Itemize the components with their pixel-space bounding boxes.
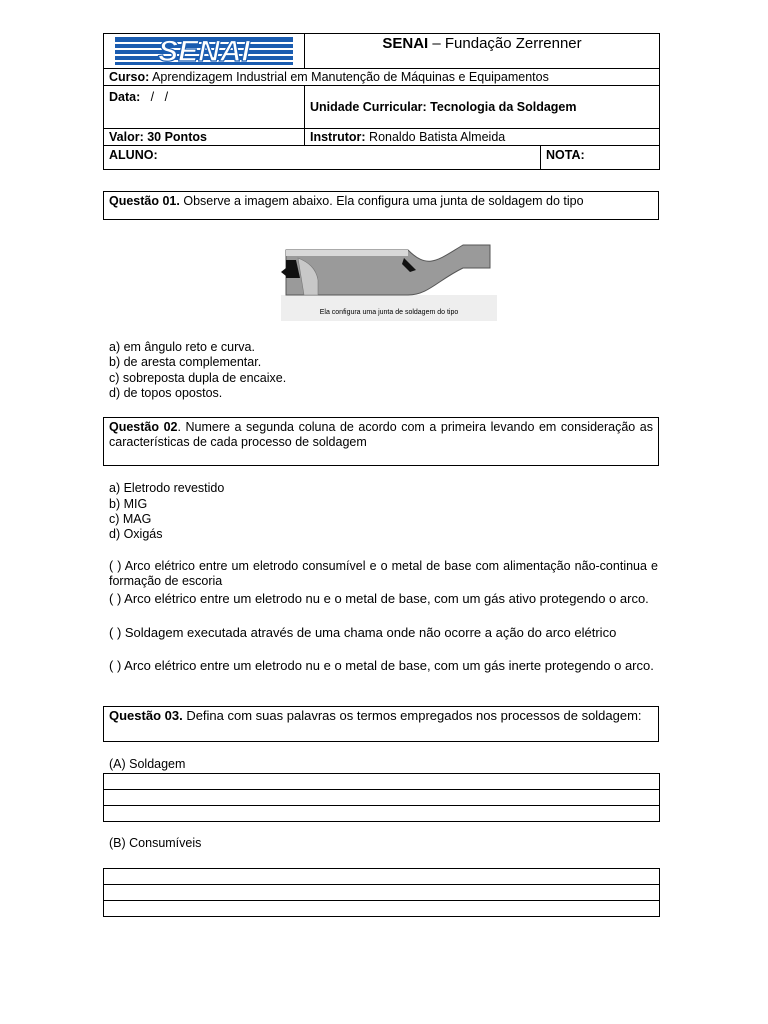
q2-option-c: c) MAG xyxy=(109,512,152,526)
instrutor-value: Ronaldo Batista Almeida xyxy=(365,130,506,144)
valor-cell: Valor: 30 Pontos xyxy=(104,129,305,146)
q1-option-c: c) sobreposta dupla de encaixe. xyxy=(109,371,287,385)
answer-line[interactable] xyxy=(104,806,660,822)
curso-value: Aprendizagem Industrial em Manutenção de Máquinas e Equipamentos xyxy=(149,70,549,84)
q3-b-answer-lines[interactable] xyxy=(103,868,660,917)
q2-item-4: ( ) Arco elétrico entre um eletrodo nu e o metal de base, com um gás inerte protegendo o arco. xyxy=(109,658,654,673)
question-03-box xyxy=(103,706,659,742)
q1-label: Questão 01. xyxy=(109,194,180,208)
instrutor-label: Instrutor: xyxy=(310,130,366,144)
question-02-box xyxy=(103,417,659,466)
q3-label: Questão 03. xyxy=(109,708,183,723)
q2-item-2: ( ) Arco elétrico entre um eletrodo nu e o metal de base, com um gás ativo protegendo o arco. xyxy=(109,591,649,606)
answer-line[interactable] xyxy=(104,869,660,885)
q3-text: Defina com suas palavras os termos empregados nos processos de soldagem: xyxy=(182,708,642,723)
q2-option-b: b) MIG xyxy=(109,497,148,511)
answer-line[interactable] xyxy=(104,790,660,806)
q1-option-d: d) de topos opostos. xyxy=(109,386,223,400)
senai-logo xyxy=(115,37,293,65)
data-label: Data: xyxy=(109,90,141,104)
data-cell xyxy=(104,86,305,129)
q1-text: Observe a imagem abaixo. Ela configura uma junta de soldagem do tipo xyxy=(179,194,584,208)
header-title xyxy=(305,34,660,69)
question-01-box xyxy=(103,191,659,220)
q1-option-b: b) de aresta complementar. xyxy=(109,355,262,369)
q2-text: . Numere a segunda coluna de acordo com a primeira levando em consideração as características de cada processo de soldagem xyxy=(109,420,654,449)
aluno-cell: ALUNO: xyxy=(104,146,541,170)
unidade-cell xyxy=(305,86,660,129)
unidade-label: Unidade Curricular: xyxy=(310,100,427,114)
curso-row xyxy=(104,69,660,86)
answer-line[interactable] xyxy=(104,774,660,790)
figure-caption: Ela configura uma junta de soldagem do tipo xyxy=(319,309,459,316)
logo-cell xyxy=(104,34,305,69)
q3-b-label: (B) Consumíveis xyxy=(109,836,202,850)
answer-line[interactable] xyxy=(104,885,660,901)
title-bold: SENAI xyxy=(382,35,429,52)
instrutor-cell xyxy=(305,129,660,146)
logo-text: SENAI xyxy=(158,37,250,65)
nota-cell: NOTA: xyxy=(541,146,660,170)
q2-item-1: ( ) Arco elétrico entre um eletrodo consumível e o metal de base com alimentação não-continua e formação de escoria xyxy=(109,559,658,588)
q2-item-3: ( ) Soldagem executada através de uma chama onde não ocorre a ação do arco elétrico xyxy=(109,625,617,640)
curso-label: Curso: xyxy=(109,70,150,84)
q2-label: Questão 02 xyxy=(109,420,178,434)
unidade-value: Tecnologia da Soldagem xyxy=(426,100,577,114)
q2-option-d: d) Oxigás xyxy=(109,527,163,541)
q2-option-a: a) Eletrodo revestido xyxy=(109,481,225,495)
exam-header-table xyxy=(103,33,660,170)
answer-line[interactable] xyxy=(104,901,660,917)
q3-a-answer-lines[interactable] xyxy=(103,773,660,822)
title-rest: – Fundação Zerrenner xyxy=(428,35,582,52)
data-value: / / xyxy=(140,90,169,104)
weld-joint-figure xyxy=(278,240,500,323)
q1-option-a: a) em ângulo reto e curva. xyxy=(109,340,255,354)
q3-a-label: (A) Soldagem xyxy=(109,757,186,771)
